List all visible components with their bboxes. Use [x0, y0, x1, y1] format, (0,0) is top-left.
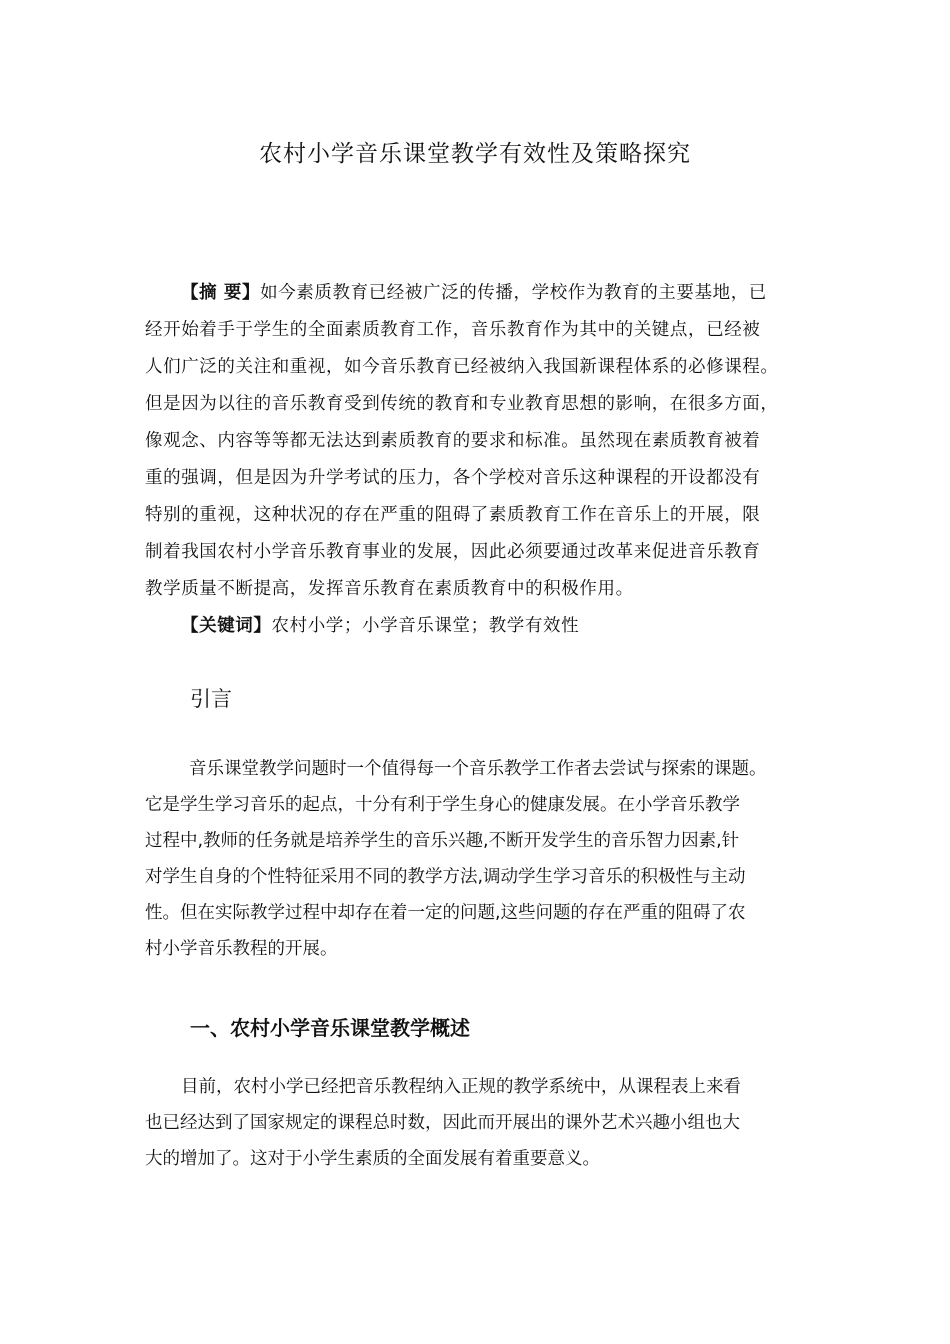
intro-line: 性。但在实际教学过程中却存在着一定的问题,这些问题的存在严重的阻碍了农 [145, 903, 746, 923]
abstract-line: 教学质量不断提高，发挥音乐教育在素质教育中的积极作用。 [145, 579, 634, 599]
abstract-text: 如今素质教育已经被广泛的传播，学校作为教育的主要基地，已 [260, 283, 767, 303]
abstract-line: 特别的重视，这种状况的存在严重的阻碍了素质教育工作在音乐上的开展，限 [145, 505, 761, 525]
section1-line: 大的增加了。这对于小学生素质的全面发展有着重要意义。 [145, 1149, 600, 1169]
abstract-line: 重的强调，但是因为升学考试的压力，各个学校对音乐这种课程的开设都没有 [145, 468, 761, 488]
keywords-text: 农村小学；小学音乐课堂；教学有效性 [271, 616, 580, 636]
keywords-tag: 【关键词】 [181, 616, 272, 636]
intro-line: 对学生自身的个性特征采用不同的教学方法,调动学生学习音乐的积极性与主动 [145, 867, 746, 887]
section1-line: 也已经达到了国家规定的课程总时数，因此而开展出的课外艺术兴趣小组也大 [145, 1113, 740, 1133]
abstract [145, 275, 805, 645]
abstract-tag: 【摘 要】 [181, 283, 261, 303]
abstract-line [145, 275, 805, 312]
document-title: 农村小学音乐课堂教学有效性及策略探究 [259, 141, 691, 167]
section1-line: 目前，农村小学已经把音乐教程纳入正规的教学系统中，从课程表上来看 [181, 1077, 741, 1097]
section1-body [145, 1069, 805, 1177]
section1-heading: 一、农村小学音乐课堂教学概述 [190, 1016, 470, 1040]
intro-line: 音乐课堂教学问题时一个值得每一个音乐教学工作者去尝试与探索的课题。 [189, 759, 767, 779]
intro-body [145, 751, 805, 967]
intro-line: 村小学音乐教程的开展。 [145, 939, 338, 959]
intro-line: 它是学生学习音乐的起点，十分有利于学生身心的健康发展。在小学音乐教学 [145, 795, 740, 815]
abstract-line: 人们广泛的关注和重视，如今音乐教育已经被纳入我国新课程体系的必修课程。 [145, 357, 779, 377]
abstract-line: 制着我国农村小学音乐教育事业的发展，因此必须要通过改革来促进音乐教育 [145, 542, 761, 562]
keywords [145, 608, 805, 645]
intro-line: 过程中,教师的任务就是培养学生的音乐兴趣,不断开发学生的音乐智力因素,针 [145, 831, 740, 851]
intro-heading: 引言 [190, 687, 232, 711]
abstract-line: 但是因为以往的音乐教育受到传统的教育和专业教育思想的影响，在很多方面， [145, 394, 779, 414]
abstract-line: 像观念、内容等等都无法达到素质教育的要求和标准。虽然现在素质教育被着 [145, 431, 761, 451]
abstract-line: 经开始着手于学生的全面素质教育工作，音乐教育作为其中的关键点，已经被 [145, 320, 761, 340]
